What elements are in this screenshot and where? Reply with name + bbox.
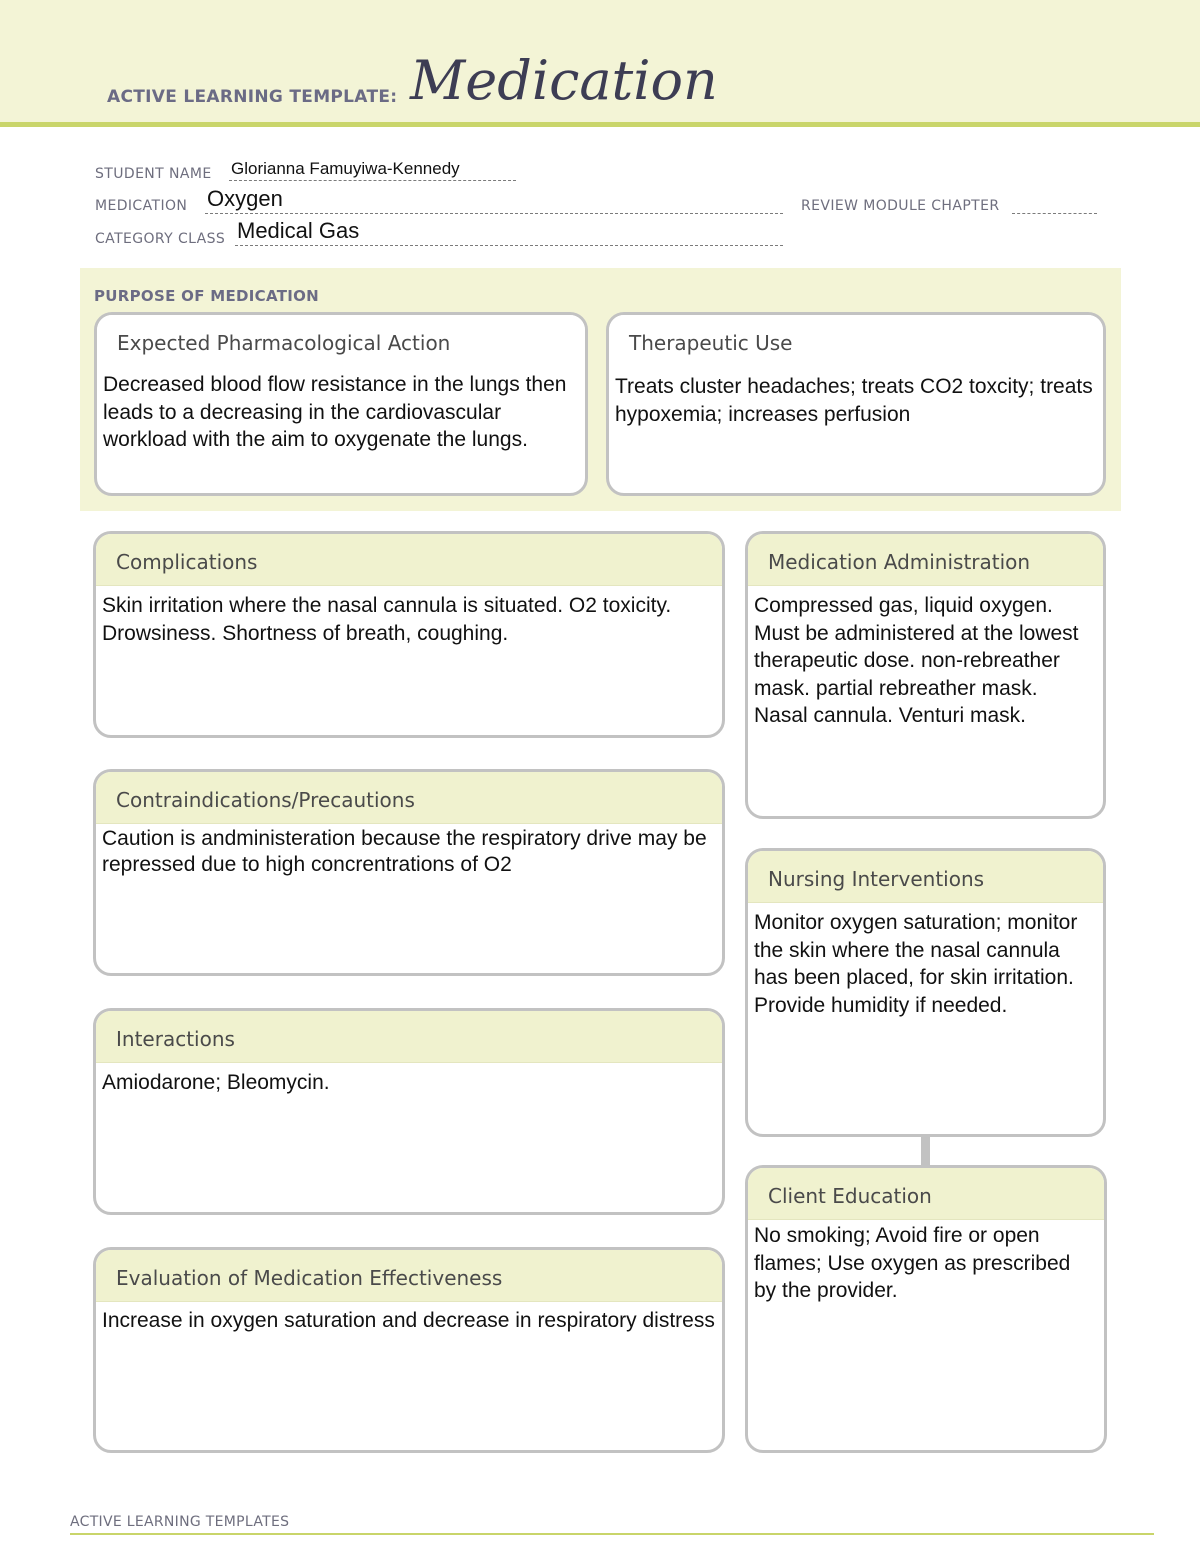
header-rule bbox=[0, 122, 1200, 127]
therapeutic-use-card bbox=[606, 312, 1106, 496]
category-class-field[interactable]: Medical Gas bbox=[237, 218, 360, 243]
expected-action-text[interactable]: Decreased blood flow resistance in the lungs then leads to a decreasing in the cardiovascular workload with the aim to oxygenate the lungs. bbox=[103, 373, 567, 451]
contraindications-title: Contraindications/Precautions bbox=[96, 772, 722, 824]
category-class-label: CATEGORY CLASS bbox=[95, 231, 226, 247]
expected-action-card bbox=[94, 312, 588, 496]
review-module-label: REVIEW MODULE CHAPTER bbox=[801, 198, 1000, 214]
administration-card bbox=[745, 531, 1106, 819]
therapeutic-use-title: Therapeutic Use bbox=[609, 315, 1103, 367]
contraindications-card bbox=[93, 769, 725, 976]
nursing-interventions-text[interactable]: Monitor oxygen saturation; monitor the skin where the nasal cannula has been placed, for skin irritation. Provide humidity if needed. bbox=[754, 911, 1078, 1017]
contraindications-text[interactable]: Caution is andministeration because the respiratory drive may be repressed due to high concrentrations of O2 bbox=[102, 827, 707, 876]
student-name-label: STUDENT NAME bbox=[95, 166, 212, 182]
category-class-line bbox=[235, 245, 783, 246]
evaluation-card bbox=[93, 1247, 725, 1453]
interactions-card bbox=[93, 1008, 725, 1215]
interactions-text[interactable]: Amiodarone; Bleomycin. bbox=[102, 1071, 330, 1094]
student-name-field[interactable]: Glorianna Famuyiwa-Kennedy bbox=[231, 159, 460, 178]
review-module-line bbox=[1012, 213, 1097, 214]
interactions-title: Interactions bbox=[96, 1011, 722, 1063]
medication-line bbox=[205, 213, 783, 214]
template-label: ACTIVE LEARNING TEMPLATE: bbox=[107, 87, 398, 107]
complications-card bbox=[93, 531, 725, 738]
expected-action-title: Expected Pharmacological Action bbox=[97, 315, 585, 367]
connector-bar bbox=[921, 1136, 930, 1166]
medication-field[interactable]: Oxygen bbox=[207, 186, 283, 211]
page-title: Medication bbox=[410, 49, 718, 112]
complications-title: Complications bbox=[96, 534, 722, 586]
student-name-line bbox=[229, 180, 516, 181]
footer-rule bbox=[70, 1533, 1154, 1535]
purpose-label: PURPOSE OF MEDICATION bbox=[94, 287, 320, 305]
therapeutic-use-text[interactable]: Treats cluster headaches; treats CO2 toxcity; treats hypoxemia; increases perfusion bbox=[615, 375, 1093, 426]
administration-text[interactable]: Compressed gas, liquid oxygen. Must be administered at the lowest therapeutic dose. non-rebreather mask. partial rebreather mask. Nasal cannula. Venturi mask. bbox=[754, 594, 1079, 727]
client-education-title: Client Education bbox=[748, 1168, 1104, 1220]
evaluation-text[interactable]: Increase in oxygen saturation and decrease in respiratory distress bbox=[102, 1309, 715, 1332]
evaluation-title: Evaluation of Medication Effectiveness bbox=[96, 1250, 722, 1302]
administration-title: Medication Administration bbox=[748, 534, 1103, 586]
nursing-interventions-title: Nursing Interventions bbox=[748, 851, 1103, 903]
medication-label: MEDICATION bbox=[95, 198, 188, 214]
complications-text[interactable]: Skin irritation where the nasal cannula is situated. O2 toxicity. Drowsiness. Shortness of breath, coughing. bbox=[102, 594, 672, 645]
client-education-text[interactable]: No smoking; Avoid fire or open flames; Use oxygen as prescribed by the provider. bbox=[754, 1224, 1071, 1302]
nursing-interventions-card bbox=[745, 848, 1106, 1137]
footer-label: ACTIVE LEARNING TEMPLATES bbox=[70, 1514, 290, 1530]
client-education-card bbox=[745, 1165, 1107, 1453]
